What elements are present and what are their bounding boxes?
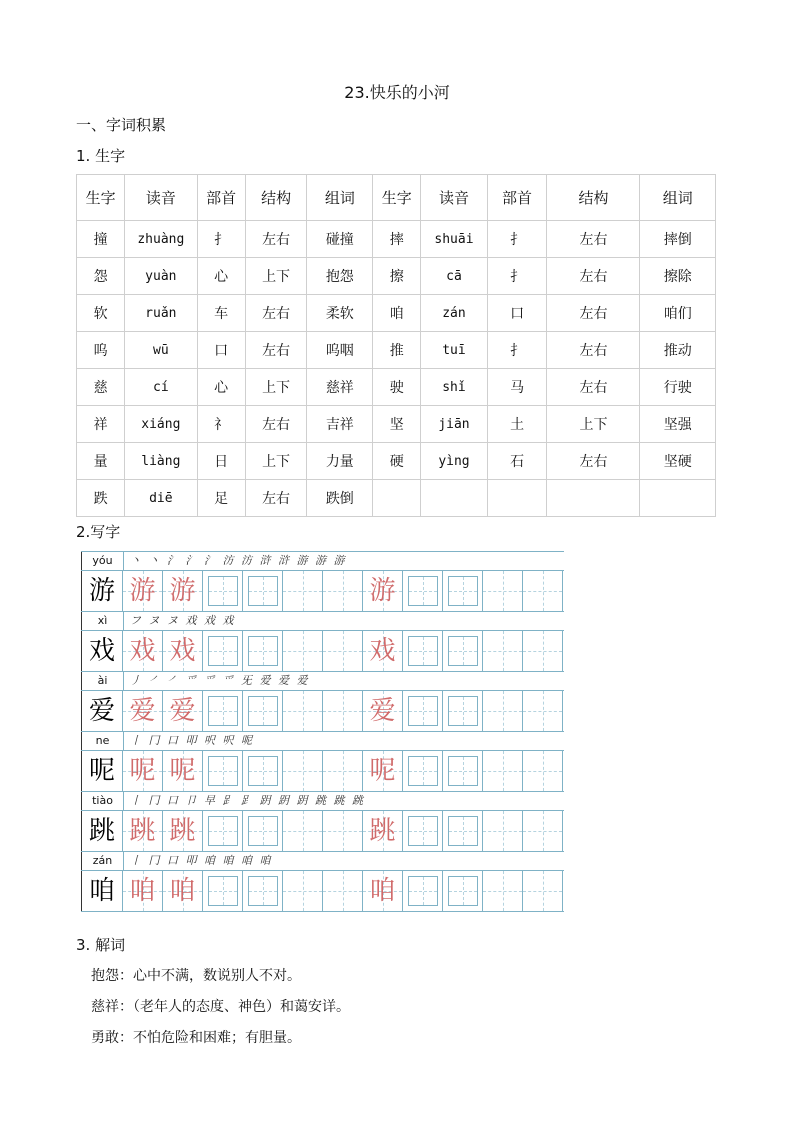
practice-box-cell[interactable] [403,571,443,611]
table-cell: 心 [197,369,245,406]
table-row [77,406,716,443]
trace-character-cell[interactable] [363,751,403,791]
table-cell: 扌 [197,221,245,258]
character: 游 [169,576,196,606]
practice-box-cell[interactable] [403,811,443,851]
trace-character-cell[interactable] [123,571,163,611]
table-cell: cí [125,369,197,406]
practice-box-cell[interactable] [243,751,283,791]
table-cell: 擦 [373,258,421,295]
table-cell: 石 [487,443,547,480]
practice-cell[interactable] [523,751,563,791]
practice-box-cell[interactable] [403,631,443,671]
practice-box [208,816,238,846]
practice-cell[interactable] [483,811,523,851]
table-cell: 土 [487,406,547,443]
table-cell: cā [421,258,487,295]
practice-cell[interactable] [523,871,563,911]
table-cell: 慈 [77,369,125,406]
table-cell: jiān [421,406,487,443]
table-cell: 怨 [77,258,125,295]
practice-box [208,576,238,606]
table-cell: 摔 [373,221,421,258]
table-cell: 推 [373,332,421,369]
subsection-heading-shengzi: 1. 生字 [76,147,126,165]
table-cell: 日 [197,443,245,480]
trace-character-cell[interactable] [123,871,163,911]
table-cell: tuī [421,332,487,369]
vocab-table [76,174,716,517]
table-row [77,258,716,295]
table-header-cell: 生字 [77,175,125,221]
character: 跳 [169,816,196,846]
practice-box-cell[interactable] [403,751,443,791]
table-cell: 上下 [547,406,640,443]
practice-cell[interactable] [483,871,523,911]
practice-box-cell[interactable] [203,691,243,731]
practice-box [448,636,478,666]
table-header-cell: 结构 [547,175,640,221]
trace-character-cell[interactable] [123,751,163,791]
table-cell: 坚 [373,406,421,443]
practice-cell[interactable] [483,571,523,611]
character: 游 [369,576,396,606]
table-header-cell: 部首 [487,175,547,221]
table-row [77,295,716,332]
pinyin-label: yóu [81,552,124,570]
table-cell: 左右 [245,295,307,332]
model-character-cell [81,811,123,851]
practice-box-cell[interactable] [203,751,243,791]
table-cell: 咱们 [640,295,716,332]
table-cell: yìng [421,443,487,480]
model-character-cell [81,631,123,671]
trace-character-cell[interactable] [163,811,203,851]
trace-character-cell[interactable] [363,871,403,911]
table-header-cell: 读音 [421,175,487,221]
table-cell: 左右 [245,406,307,443]
table-cell: 坚强 [640,406,716,443]
practice-box [208,876,238,906]
character: 跳 [88,816,115,846]
pinyin-label: zán [81,852,124,870]
practice-box-cell[interactable] [243,871,283,911]
writing-row [81,672,564,732]
practice-cell[interactable] [483,691,523,731]
character: 爱 [369,696,396,726]
writing-row [81,552,564,612]
practice-box-cell[interactable] [443,811,483,851]
table-cell [487,480,547,517]
subsection-heading-xiezi: 2.写字 [76,523,121,541]
subsection-heading-jieci: 3. 解词 [76,936,126,954]
practice-cell[interactable] [323,811,363,851]
model-character-cell [81,871,123,911]
table-cell [640,480,716,517]
definition-item: 勇敢：不怕危险和困难；有胆量。 [91,1030,301,1046]
table-cell: 慈祥 [307,369,373,406]
table-cell: 左右 [547,443,640,480]
practice-cell[interactable] [283,691,323,731]
stroke-order: 丨 冂 口 叩 呎 呎 呢 [130,734,254,747]
trace-character-cell[interactable] [163,691,203,731]
character: 游 [129,576,156,606]
table-cell: 左右 [547,258,640,295]
practice-box [408,576,438,606]
practice-cell[interactable] [323,751,363,791]
table-cell: 扌 [487,332,547,369]
trace-character-cell[interactable] [123,631,163,671]
table-cell [421,480,487,517]
stroke-order: 丨 冂 口 卩 早 𧾷 𧾷 跀 跀 跀 跳 跳 跳 [130,794,365,807]
practice-box [248,696,278,726]
table-cell: 呜咽 [307,332,373,369]
stroke-order: フ ヌ ヌ 戏 戏 戏 [130,614,236,627]
table-cell: yuàn [125,258,197,295]
trace-character-cell[interactable] [123,691,163,731]
table-cell: 呜 [77,332,125,369]
table-cell: 行驶 [640,369,716,406]
table-cell: 左右 [547,369,640,406]
table-cell: 扌 [487,221,547,258]
practice-box [448,756,478,786]
practice-box-cell[interactable] [243,811,283,851]
definition-item: 抱怨：心中不满，数说别人不对。 [91,968,301,984]
table-cell: zán [421,295,487,332]
table-cell: 上下 [245,369,307,406]
practice-cell[interactable] [283,571,323,611]
practice-box-cell[interactable] [443,571,483,611]
table-cell: 擦除 [640,258,716,295]
practice-box [448,816,478,846]
practice-box [208,636,238,666]
practice-cell[interactable] [523,811,563,851]
practice-cell[interactable] [523,631,563,671]
practice-box-cell[interactable] [203,871,243,911]
practice-cell[interactable] [483,751,523,791]
table-cell: wū [125,332,197,369]
table-cell: 驶 [373,369,421,406]
character: 呢 [169,756,196,786]
table-cell: 力量 [307,443,373,480]
table-cell: shǐ [421,369,487,406]
practice-box [408,756,438,786]
table-cell: 跌 [77,480,125,517]
character: 跳 [369,816,396,846]
character: 呢 [88,756,115,786]
trace-character-cell[interactable] [163,571,203,611]
stroke-order: 丨 冂 口 叩 咱 咱 咱 咱 [130,854,273,867]
character: 爱 [169,696,196,726]
table-cell: 咱 [373,295,421,332]
practice-box [408,636,438,666]
character: 爱 [88,696,115,726]
practice-cell[interactable] [523,691,563,731]
practice-box-cell[interactable] [243,631,283,671]
table-header-cell: 生字 [373,175,421,221]
table-cell: liàng [125,443,197,480]
table-cell: 上下 [245,258,307,295]
table-cell: 扌 [487,258,547,295]
pinyin-label: ne [81,732,124,750]
table-cell: 推动 [640,332,716,369]
model-character-cell [81,691,123,731]
practice-box-cell[interactable] [443,691,483,731]
practice-box [408,816,438,846]
practice-box [448,696,478,726]
practice-box-cell[interactable] [243,691,283,731]
table-cell: 心 [197,258,245,295]
table-cell: 马 [487,369,547,406]
practice-box [248,756,278,786]
table-cell: 左右 [547,295,640,332]
stroke-order: 丶 丶 氵 氵 氵 汸 汸 浒 浒 游 游 游 [130,554,347,567]
table-cell: 祥 [77,406,125,443]
model-character-cell [81,571,123,611]
writing-row [81,852,564,912]
table-cell: 左右 [547,221,640,258]
trace-character-cell[interactable] [163,751,203,791]
character: 咱 [369,876,396,906]
practice-cell[interactable] [523,571,563,611]
writing-grid [81,551,564,912]
table-cell: 口 [487,295,547,332]
table-row [77,443,716,480]
character: 爱 [129,696,156,726]
table-cell: 左右 [245,332,307,369]
character: 戏 [88,636,115,666]
practice-box [248,876,278,906]
table-cell: 足 [197,480,245,517]
writing-row [81,732,564,792]
table-cell: 车 [197,295,245,332]
table-header-cell: 读音 [125,175,197,221]
table-cell: ruǎn [125,295,197,332]
trace-character-cell[interactable] [123,811,163,851]
practice-box [208,696,238,726]
character: 戏 [129,636,156,666]
practice-box [208,756,238,786]
practice-cell[interactable] [483,631,523,671]
table-cell: 抱怨 [307,258,373,295]
model-character-cell [81,751,123,791]
trace-character-cell[interactable] [363,571,403,611]
stroke-order: 丿 ㇒ ㇒ 爫 爫 爫 旡 爱 爱 爱 [130,674,310,687]
practice-box-cell[interactable] [203,631,243,671]
section-heading: 一、字词积累 [76,116,167,134]
character: 跳 [129,816,156,846]
practice-cell[interactable] [283,631,323,671]
table-cell: 坚硬 [640,443,716,480]
practice-box [248,636,278,666]
practice-box-cell[interactable] [443,631,483,671]
character: 呢 [369,756,396,786]
table-row [77,221,716,258]
practice-cell[interactable] [323,631,363,671]
practice-cell[interactable] [283,871,323,911]
trace-character-cell[interactable] [163,631,203,671]
table-cell: xiáng [125,406,197,443]
practice-box-cell[interactable] [443,751,483,791]
page-title: 23.快乐的小河 [344,83,450,102]
table-header-cell: 部首 [197,175,245,221]
practice-box-cell[interactable] [203,571,243,611]
pinyin-label: xì [81,612,124,630]
table-header-row [77,175,716,221]
character: 游 [88,576,115,606]
writing-row [81,612,564,672]
table-cell: 量 [77,443,125,480]
table-cell: 撞 [77,221,125,258]
table-header-cell: 结构 [245,175,307,221]
table-header-cell: 组词 [307,175,373,221]
table-cell: zhuàng [125,221,197,258]
table-cell: 跌倒 [307,480,373,517]
practice-box [408,696,438,726]
character: 呢 [129,756,156,786]
table-cell: diē [125,480,197,517]
table-row [77,480,716,517]
practice-cell[interactable] [283,751,323,791]
trace-character-cell[interactable] [363,811,403,851]
table-header-cell: 组词 [640,175,716,221]
practice-box-cell[interactable] [243,571,283,611]
trace-character-cell[interactable] [163,871,203,911]
practice-box [248,576,278,606]
table-cell: 碰撞 [307,221,373,258]
definition-item: 慈祥：（老年人的态度、神色）和蔼安详。 [91,999,350,1015]
practice-cell[interactable] [323,871,363,911]
practice-box-cell[interactable] [203,811,243,851]
character: 咱 [88,876,115,906]
table-cell: 左右 [245,480,307,517]
practice-box [408,876,438,906]
writing-row [81,792,564,852]
table-cell: 吉祥 [307,406,373,443]
trace-character-cell[interactable] [363,631,403,671]
table-row [77,332,716,369]
table-cell: shuāi [421,221,487,258]
practice-box-cell[interactable] [403,871,443,911]
table-cell: 口 [197,332,245,369]
table-cell: 左右 [547,332,640,369]
table-cell: 上下 [245,443,307,480]
table-cell: 柔软 [307,295,373,332]
table-cell: 左右 [245,221,307,258]
practice-box-cell[interactable] [403,691,443,731]
practice-box [248,816,278,846]
practice-cell[interactable] [323,691,363,731]
table-cell: 硬 [373,443,421,480]
pinyin-label: ài [81,672,124,690]
pinyin-label: tiào [81,792,124,810]
character: 戏 [369,636,396,666]
table-cell: 软 [77,295,125,332]
table-cell: 礻 [197,406,245,443]
practice-box-cell[interactable] [443,871,483,911]
practice-box [448,876,478,906]
practice-box [448,576,478,606]
table-cell: 摔倒 [640,221,716,258]
practice-cell[interactable] [323,571,363,611]
table-cell [373,480,421,517]
character: 咱 [129,876,156,906]
practice-cell[interactable] [283,811,323,851]
trace-character-cell[interactable] [363,691,403,731]
character: 咱 [169,876,196,906]
table-row [77,369,716,406]
character: 戏 [169,636,196,666]
table-cell [547,480,640,517]
